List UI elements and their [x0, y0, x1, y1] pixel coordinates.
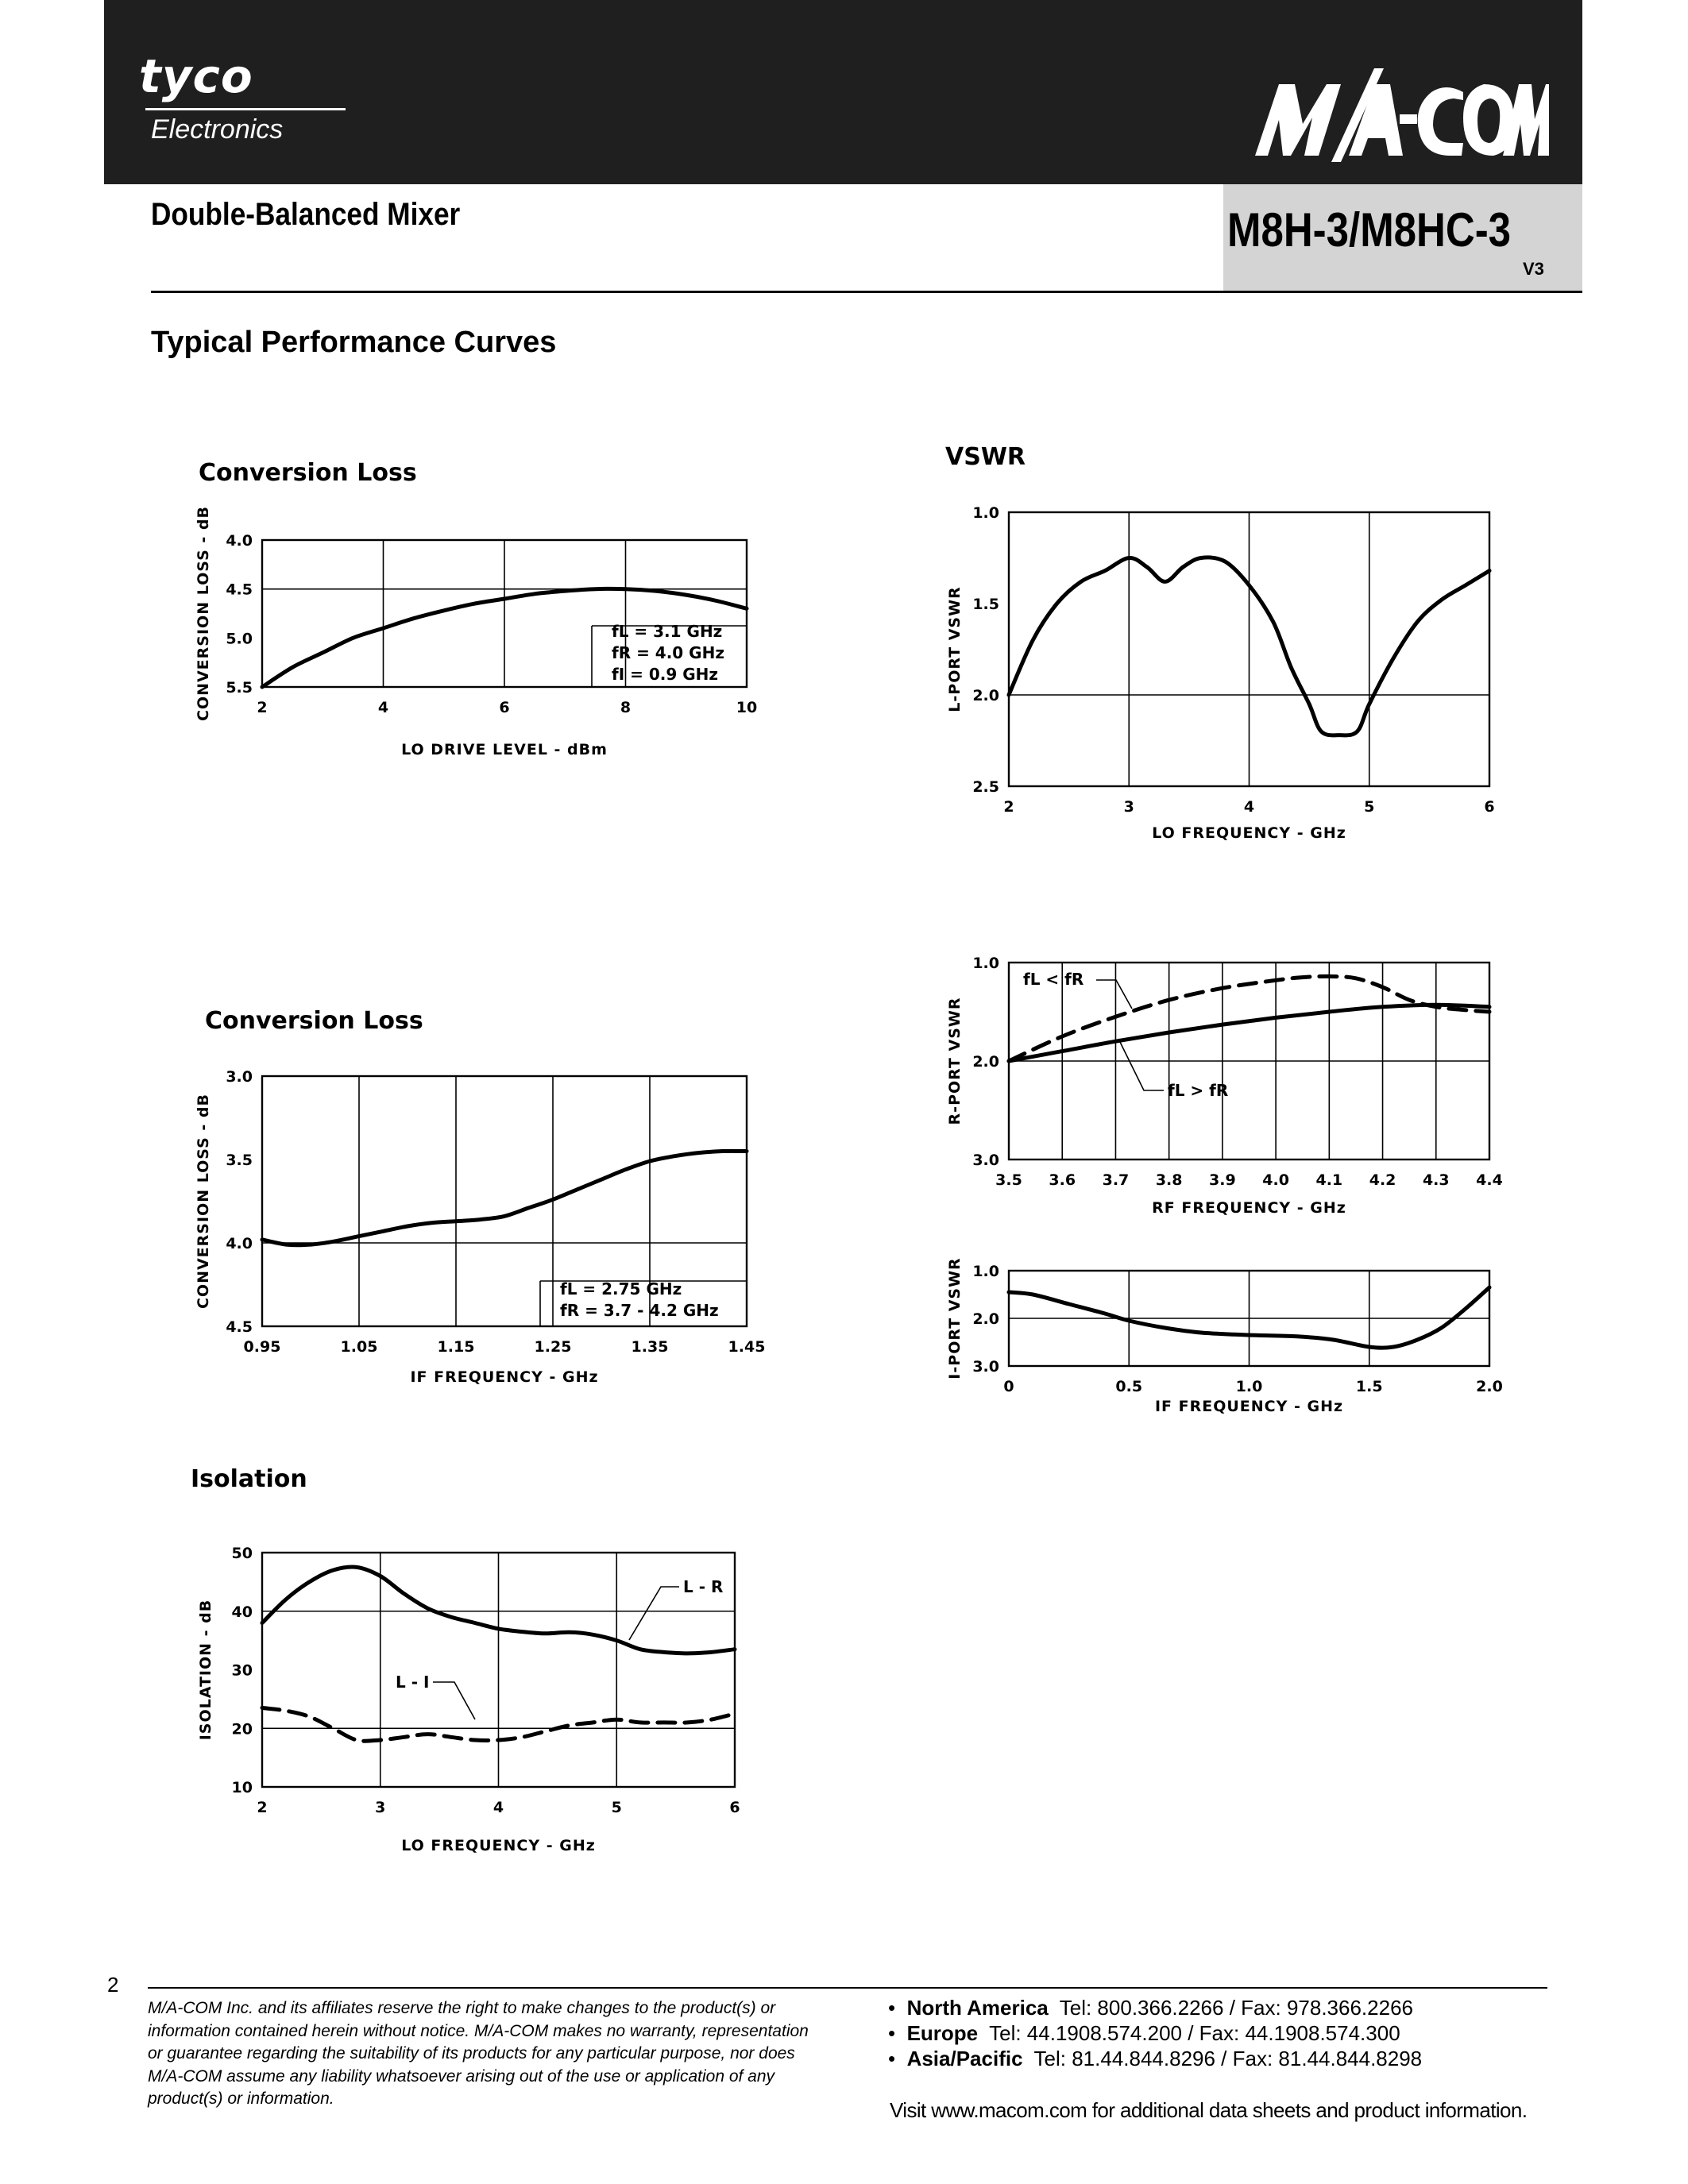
- condition-annotation: fI = 0.9 GHz: [612, 665, 719, 684]
- tyco-logo-rule: [145, 108, 346, 110]
- section-title: Typical Performance Curves: [151, 326, 557, 359]
- series-label-l-r: L - R: [683, 1577, 724, 1596]
- footer-rule: [148, 1987, 1547, 1989]
- callout-leader: [1096, 980, 1132, 1009]
- y-tick-label: 1.5: [972, 596, 999, 613]
- x-tick-label: 1.15: [437, 1338, 475, 1356]
- x-tick-label: 3: [1123, 798, 1134, 816]
- x-tick-label: 8: [620, 699, 632, 716]
- y-tick-label: 2.0: [972, 687, 999, 704]
- x-tick-label: 6: [729, 1799, 740, 1816]
- y-tick-label: 3.0: [972, 1152, 999, 1169]
- chart-isolation: [159, 1445, 786, 1874]
- contact-details: Tel: 44.1908.574.200 / Fax: 44.1908.574.300: [989, 2021, 1400, 2045]
- disclaimer-text: M/A-COM Inc. and its affiliates reserve the right to make changes to the product(s) or information contained herein without notice. M/A-COM makes no warranty, representation or guarantee regarding the suitability of its products for any particular purpose, nor does M/A-COM assume any liability whatsoever arising out of the use or application of any product(s) or information.: [148, 1999, 809, 2108]
- contact-details: Tel: 81.44.844.8296 / Fax: 81.44.844.8298: [1033, 2047, 1423, 2070]
- y-tick-label: 20: [231, 1720, 253, 1738]
- title-rule: [151, 291, 1582, 293]
- x-tick-label: 4: [492, 1799, 504, 1816]
- chart-conversion-loss-lo-drive: [159, 445, 786, 778]
- version-label: V3: [1523, 259, 1544, 279]
- macom-logo: [1255, 68, 1549, 164]
- x-axis-label: LO FREQUENCY - GHz: [1152, 824, 1346, 842]
- x-axis-label: RF FREQUENCY - GHz: [1152, 1199, 1346, 1217]
- y-tick-label: 3.5: [226, 1152, 253, 1169]
- x-tick-label: 4.0: [1262, 1171, 1289, 1189]
- series-label-l-i: L - I: [396, 1673, 430, 1692]
- contact-europe: • Europe Tel: 44.1908.574.200 / Fax: 44.1908.574.300: [888, 2021, 1400, 2045]
- x-tick-label: 3.9: [1209, 1171, 1236, 1189]
- y-tick-label: 30: [231, 1661, 253, 1680]
- chart-vswr-if-port: [906, 1247, 1517, 1422]
- x-tick-label: 1.25: [534, 1338, 572, 1356]
- y-tick-label: 40: [231, 1603, 253, 1621]
- x-axis-label: IF FREQUENCY - GHz: [410, 1368, 599, 1386]
- y-axis-label: I-PORT VSWR: [946, 1257, 964, 1379]
- condition-annotation: fL = 2.75 GHz: [560, 1279, 682, 1298]
- x-tick-label: 3.8: [1155, 1171, 1183, 1189]
- condition-annotation: fL = 3.1 GHz: [612, 622, 723, 641]
- y-tick-label: 3.0: [226, 1068, 253, 1086]
- y-axis-label: ISOLATION - dB: [197, 1599, 214, 1741]
- part-number: M8H-3/M8HC-3: [1227, 203, 1512, 257]
- contact-region: Europe: [906, 2021, 979, 2045]
- x-tick-label: 1.05: [340, 1338, 378, 1356]
- series-line-fl-fr: [1009, 1005, 1489, 1061]
- x-tick-label: 2: [1003, 798, 1014, 816]
- contact-region: Asia/Pacific: [906, 2047, 1023, 2070]
- x-tick-label: 1.5: [1355, 1378, 1383, 1395]
- x-tick-label: 0: [1003, 1378, 1014, 1395]
- y-tick-label: 10: [231, 1779, 253, 1796]
- chart-conversion-loss-if: [159, 989, 786, 1402]
- tyco-electronics-label: Electronics: [151, 114, 284, 145]
- y-tick-label: 4.5: [226, 1318, 253, 1336]
- x-tick-label: 6: [1484, 798, 1495, 816]
- x-tick-label: 1.0: [1235, 1378, 1263, 1395]
- y-axis-label: CONVERSION LOSS - dB: [195, 505, 212, 722]
- product-title: Double-Balanced Mixer: [151, 197, 461, 232]
- series-label-dashed: fL < fR: [1023, 970, 1084, 989]
- y-tick-label: 2.0: [972, 1053, 999, 1071]
- x-tick-label: 2.0: [1476, 1378, 1503, 1395]
- x-axis-label: LO DRIVE LEVEL - dBm: [401, 741, 608, 758]
- y-tick-label: 4.0: [226, 532, 253, 550]
- x-tick-label: 4: [1243, 798, 1255, 816]
- callout-leader: [629, 1587, 679, 1640]
- y-tick-label: 1.0: [972, 1263, 999, 1280]
- x-tick-label: 4: [377, 699, 389, 716]
- chart-title: VSWR: [945, 443, 1026, 471]
- x-axis-label: IF FREQUENCY - GHz: [1154, 1398, 1344, 1415]
- contact-region: North America: [906, 1996, 1049, 2020]
- x-tick-label: 1.35: [631, 1338, 669, 1356]
- x-tick-label: 5: [1364, 798, 1375, 816]
- x-tick-label: 0.95: [243, 1338, 281, 1356]
- contact-list: [888, 1995, 1422, 2071]
- y-tick-label: 5.5: [226, 679, 253, 696]
- x-tick-label: 4.2: [1369, 1171, 1396, 1189]
- x-tick-label: 6: [499, 699, 510, 716]
- x-axis-label: LO FREQUENCY - GHz: [401, 1837, 596, 1854]
- y-axis-label: L-PORT VSWR: [946, 586, 964, 712]
- x-tick-label: 2: [257, 1799, 268, 1816]
- y-tick-label: 4.5: [226, 581, 253, 599]
- y-tick-label: 2.0: [972, 1310, 999, 1328]
- chart-vswr-rf-port: [906, 937, 1517, 1223]
- x-tick-label: 3.6: [1049, 1171, 1076, 1189]
- x-tick-label: 3.7: [1102, 1171, 1130, 1189]
- callout-leader: [1118, 1039, 1164, 1090]
- y-tick-label: 1.0: [972, 955, 999, 972]
- x-tick-label: 4.4: [1476, 1171, 1503, 1189]
- y-tick-label: 2.5: [972, 778, 999, 796]
- x-tick-label: 1.45: [728, 1338, 766, 1356]
- visit-website-text: Visit www.macom.com for additional data sheets and product information.: [890, 2098, 1528, 2122]
- x-tick-label: 10: [736, 699, 758, 716]
- chart-title: Conversion Loss: [199, 459, 417, 487]
- chart-title: Isolation: [191, 1465, 307, 1493]
- series-line-main: [262, 1151, 747, 1244]
- x-tick-label: 3.5: [995, 1171, 1022, 1189]
- x-tick-label: 3: [375, 1799, 386, 1816]
- y-axis-label: R-PORT VSWR: [946, 997, 964, 1125]
- y-tick-label: 5.0: [226, 630, 253, 648]
- page-number: 2: [107, 1973, 119, 1997]
- x-tick-label: 4.3: [1422, 1171, 1450, 1189]
- contact-asia-pacific: • Asia/Pacific Tel: 81.44.844.8296 / Fax: 81.44.844.8298: [888, 2047, 1423, 2070]
- y-tick-label: 50: [231, 1545, 253, 1562]
- contact-details: Tel: 800.366.2266 / Fax: 978.366.2266: [1059, 1996, 1413, 2020]
- x-tick-label: 2: [257, 699, 268, 716]
- y-tick-label: 3.0: [972, 1358, 999, 1376]
- y-tick-label: 1.0: [972, 504, 999, 522]
- chart-title: Conversion Loss: [205, 1007, 423, 1035]
- callout-leader: [433, 1682, 475, 1719]
- y-tick-label: 4.0: [226, 1235, 253, 1252]
- condition-annotation: fR = 3.7 - 4.2 GHz: [560, 1301, 719, 1320]
- x-tick-label: 0.5: [1115, 1378, 1143, 1395]
- tyco-logo: tyco: [139, 49, 253, 103]
- x-tick-label: 4.1: [1315, 1171, 1343, 1189]
- y-axis-label: CONVERSION LOSS - dB: [195, 1093, 212, 1310]
- condition-annotation: fR = 4.0 GHz: [612, 643, 724, 662]
- series-label-solid: fL > fR: [1168, 1081, 1229, 1100]
- chart-vswr-lo-port: [906, 433, 1517, 846]
- contact-north-america: • North America Tel: 800.366.2266 / Fax: 978.366.2266: [888, 1996, 1413, 2020]
- x-tick-label: 5: [611, 1799, 622, 1816]
